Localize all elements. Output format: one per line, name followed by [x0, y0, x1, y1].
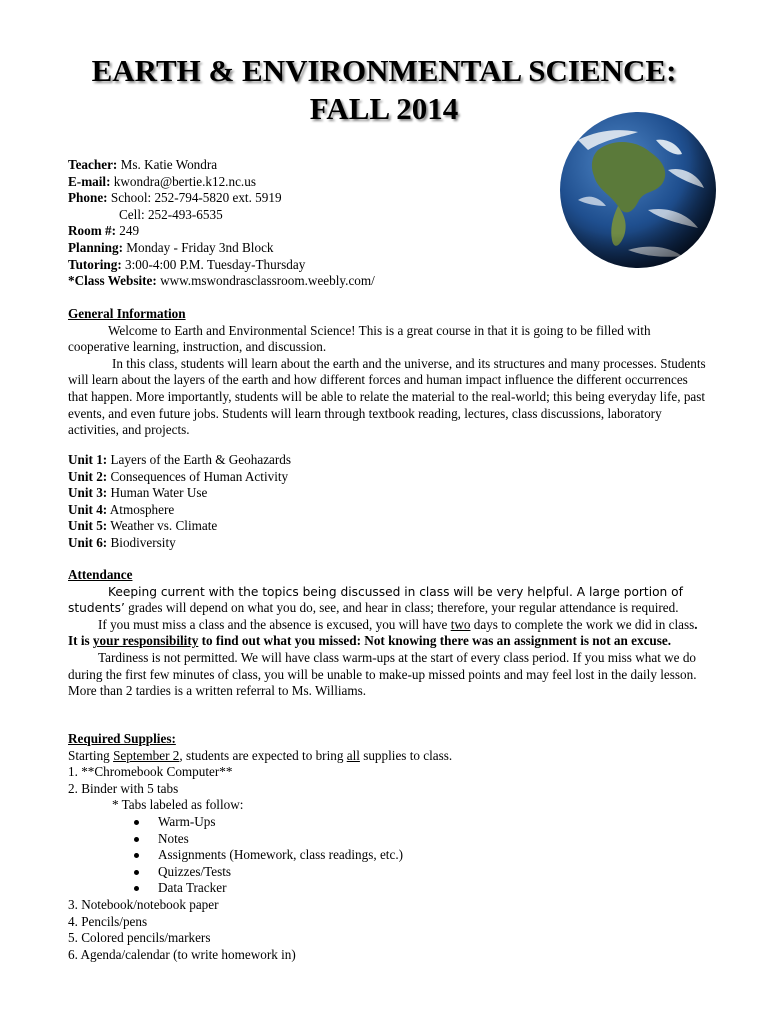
supplies-heading: Required Supplies:: [68, 731, 176, 746]
tabs-list: [68, 814, 708, 897]
contact-info: [68, 157, 375, 290]
title-line-2: FALL 2014: [309, 91, 459, 126]
general-heading: General Information: [68, 306, 186, 321]
tab-item: Data Tracker: [68, 880, 708, 897]
supply-item: 2. Binder with 5 tabs: [68, 780, 179, 796]
tab-item: Quizzes/Tests: [68, 864, 708, 881]
general-paragraph-2: In this class, students will learn about the earth and the universe, and its structures and many processes. Students will learn about the layers of the earth and how different forces and human impact influence the different occurrences that happen. More importantly, students will be able to relate the material to the real-world; this being everyday life, past events, and even future jobs. Students will learn through textbook reading, lectures, class discussions, laboratory activities, and projects.: [68, 355, 706, 438]
supplies-section: [68, 731, 708, 963]
attendance-paragraph-2: If you must miss a class and the absence is excused, you will have two days to complete the work we did in class. It is your responsibility to find out what you missed: Not knowing there was an assignment is not an excuse.: [68, 616, 698, 649]
tab-item: Assignments (Homework, class readings, etc.): [68, 847, 708, 864]
phone-line: Phone: School: 252-794-5820 ext. 5919: [68, 190, 282, 206]
attendance-paragraph-3: Tardiness is not permitted. We will have class warm-ups at the start of every class period. If you miss what we do during the first few minutes of class, you will be unable to make-up missed points and may feel lost in the daily lesson. More than 2 tardies is a written referral to Ms. Williams.: [68, 649, 697, 699]
tab-item: Warm-Ups: [68, 814, 708, 831]
supply-item: 4. Pencils/pens: [68, 913, 148, 929]
email-link[interactable]: kwondra@bertie.k12.nc.us: [113, 173, 256, 189]
teacher-line: Teacher: Ms. Katie Wondra: [68, 157, 218, 172]
general-information-section: [68, 306, 708, 439]
general-paragraph-1: Welcome to Earth and Environmental Science! This is a great course in that it is going to be filled with cooperative learning, instruction, and discussion.: [68, 322, 651, 355]
unit-item: Unit 2: Consequences of Human Activity: [68, 468, 289, 484]
attendance-heading: Attendance: [68, 567, 133, 582]
supplies-intro: Starting September 2, students are expected to bring all supplies to class.: [68, 747, 453, 763]
unit-item: Unit 6: Biodiversity: [68, 534, 176, 550]
attendance-section: [68, 567, 708, 700]
website-link[interactable]: www.mswondrasclassroom.weebly.com/: [160, 273, 375, 289]
unit-item: Unit 3: Human Water Use: [68, 485, 208, 501]
tabs-intro: * Tabs labeled as follow:: [112, 797, 244, 813]
unit-item: Unit 4: Atmosphere: [68, 501, 175, 517]
email-line: E-mail: kwondra@bertie.k12.nc.us: [68, 173, 256, 189]
supply-item: 6. Agenda/calendar (to write homework in): [68, 946, 296, 962]
supply-item: 1. **Chromebook Computer**: [68, 764, 233, 780]
cell-line: Cell: 252-493-6535: [119, 206, 223, 222]
supply-item: 5. Colored pencils/markers: [68, 930, 211, 946]
room-line: Room #: 249: [68, 223, 140, 239]
unit-item: Unit 1: Layers of the Earth & Geohazards: [68, 452, 292, 467]
earth-globe-icon: [558, 110, 718, 270]
tutoring-line: Tutoring: 3:00-4:00 P.M. Tuesday-Thursday: [68, 256, 306, 272]
planning-line: Planning: Monday - Friday 3nd Block: [68, 239, 274, 255]
attendance-paragraph-1: Keeping current with the topics being discussed in class will be very helpful. A large portion of students’ grades will depend on what you do, see, and hear in class; therefore, your regular attendance is required.: [68, 584, 683, 616]
units-list: [68, 452, 708, 552]
website-line: *Class Website: www.mswondrasclassroom.weebly.com/: [68, 273, 375, 289]
tab-item: Notes: [68, 831, 708, 848]
unit-item: Unit 5: Weather vs. Climate: [68, 518, 218, 534]
title-line-1: EARTH & ENVIRONMENTAL SCIENCE:: [91, 53, 677, 88]
supply-item: 3. Notebook/notebook paper: [68, 896, 219, 912]
